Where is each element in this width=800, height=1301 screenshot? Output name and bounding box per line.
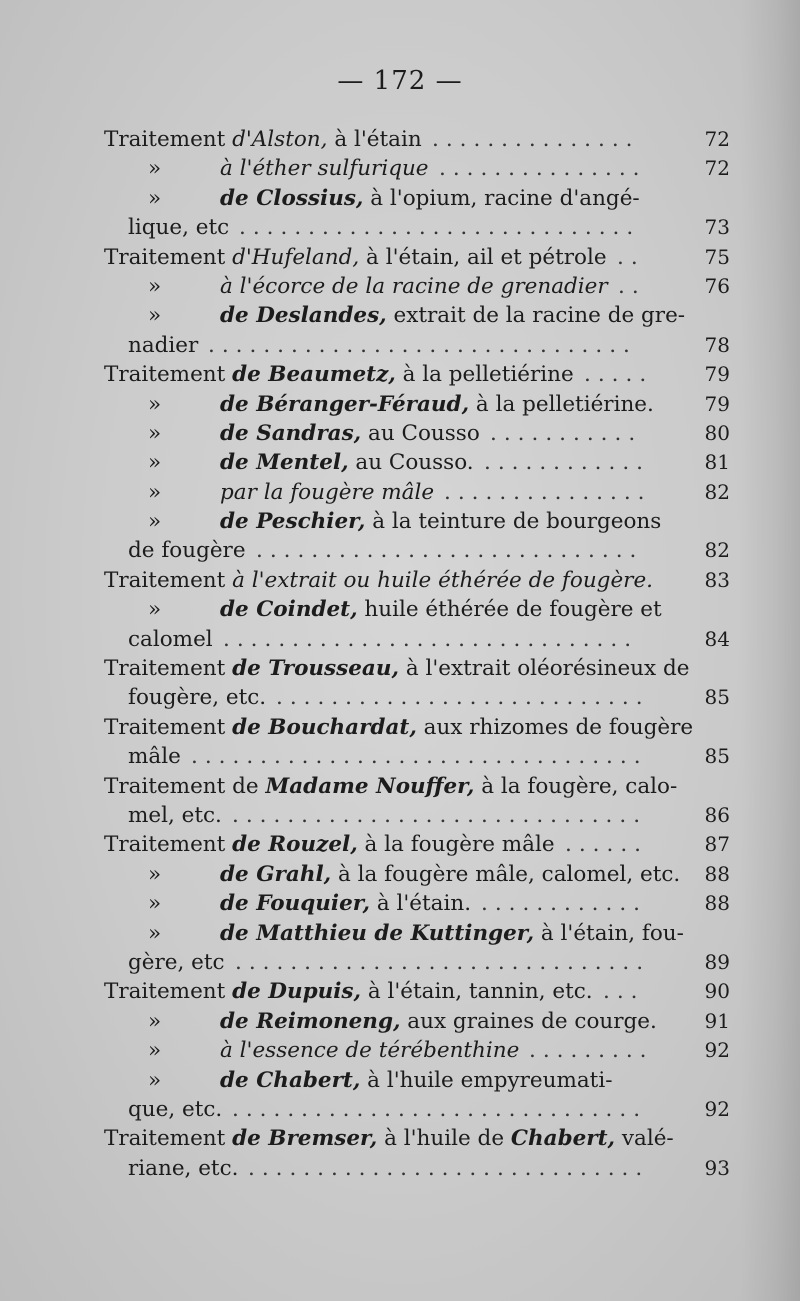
page-reference: 92	[704, 1038, 730, 1063]
entry-continuation: fougère, etc.	[128, 685, 267, 711]
ditto-mark: »	[148, 509, 162, 535]
toc-line	[0, 801, 800, 830]
dot-leader: .............................	[239, 215, 641, 241]
author-name: à l'écorce de la racine de grenadier	[220, 273, 608, 299]
entry-lead: Traitement	[104, 714, 233, 740]
author-name: d'Hufeland,	[232, 244, 360, 270]
entry-description: à la pelletiérine.	[469, 391, 654, 417]
author-name: à l'essence de térébenthine	[220, 1038, 520, 1064]
toc-line	[0, 448, 800, 477]
entry-description: extrait de la racine de gre-	[386, 303, 686, 329]
author-name: de Chabert,	[220, 1067, 361, 1093]
toc-line	[0, 243, 800, 272]
entry-lead: Traitement	[104, 127, 233, 152]
author-name: de Dupuis,	[232, 979, 362, 1005]
toc-line	[0, 830, 800, 859]
author-name: Chabert,	[510, 1126, 616, 1152]
toc-line	[0, 1095, 800, 1124]
author-name: de Sandras,	[220, 420, 362, 446]
toc-entry-text	[104, 125, 422, 154]
dot-leader: ...............	[439, 156, 647, 182]
author-name: de Deslandes,	[220, 303, 387, 329]
page-reference: 90	[704, 979, 730, 1004]
toc-entry-text	[128, 1154, 238, 1183]
ditto-mark: »	[148, 861, 162, 887]
toc-line	[0, 977, 800, 1006]
toc-line	[0, 536, 800, 565]
toc-entry-text	[220, 1007, 657, 1036]
ditto-mark: »	[148, 420, 162, 446]
toc-entry-text	[104, 977, 593, 1006]
toc-line	[0, 1036, 800, 1065]
entry-description: huile éthérée de fougère et	[357, 597, 662, 623]
page-reference: 72	[704, 156, 730, 181]
dot-leader: ...............	[444, 479, 652, 505]
author-name: de Rouzel,	[232, 832, 358, 858]
ditto-mark: »	[148, 450, 162, 476]
page-reference: 86	[704, 802, 730, 827]
entry-lead: Traitement	[104, 656, 233, 682]
toc-line	[0, 1154, 800, 1183]
entry-description: à l'étain.	[370, 891, 472, 917]
toc-entry-text	[220, 184, 640, 213]
page-number: — 172 —	[337, 66, 463, 96]
toc-line	[0, 507, 800, 536]
author-name: de Fouquier,	[220, 891, 371, 917]
toc-entry-text	[104, 243, 607, 272]
author-name: de Clossius,	[220, 185, 364, 211]
toc-line	[0, 1124, 800, 1153]
toc-entry-text	[220, 448, 474, 477]
page-reference: 79	[704, 362, 730, 387]
page-reference: 92	[704, 1096, 730, 1121]
entry-continuation: que, etc.	[128, 1096, 223, 1122]
page-reference: 76	[704, 273, 730, 298]
toc-entry-text	[220, 154, 429, 183]
entry-description: à l'étain, tannin, etc.	[361, 979, 593, 1005]
toc-line	[0, 625, 800, 654]
entry-description: à la teinture de bourgeons	[365, 509, 662, 535]
dot-leader: ............	[481, 891, 648, 917]
entry-lead: Traitement de	[104, 773, 266, 799]
author-name: de Matthieu de Kuttinger,	[220, 920, 535, 946]
entry-description: aux graines de courge.	[400, 1008, 657, 1034]
toc-line	[0, 948, 800, 977]
page-reference: 82	[704, 479, 730, 504]
toc-line	[0, 154, 800, 183]
toc-line	[0, 742, 800, 771]
page-reference: 81	[704, 450, 730, 475]
entry-description: à l'huile de	[377, 1126, 511, 1152]
page-reference: 73	[704, 215, 730, 240]
dot-leader: ...............................	[208, 332, 637, 358]
author-name: Madame Nouffer,	[265, 773, 475, 799]
toc-line	[0, 301, 800, 330]
ditto-mark: »	[148, 273, 162, 299]
toc-entry-text	[128, 683, 266, 712]
page-reference: 80	[704, 420, 730, 445]
dot-leader: ......	[565, 832, 649, 858]
toc-entry-text	[104, 772, 677, 801]
entry-continuation: mel, etc.	[128, 802, 222, 828]
toc-entry-text	[128, 331, 198, 360]
page-reference: 83	[704, 567, 730, 592]
toc-entry-text	[128, 213, 229, 242]
toc-entry-text	[128, 1095, 222, 1124]
dot-leader: .............................	[248, 1155, 650, 1181]
toc-entry-text	[220, 390, 654, 419]
toc-line	[0, 419, 800, 448]
toc-entry-text	[220, 507, 661, 536]
entry-description: à la pelletiérine	[395, 362, 574, 388]
toc-entry-text	[220, 272, 608, 301]
entry-description: à l'étain, ail et pétrole	[359, 244, 607, 270]
page-reference: 88	[704, 861, 730, 886]
entry-description: aux rhizomes de fougère	[416, 714, 694, 740]
page-reference: 79	[704, 391, 730, 416]
entry-lead: Traitement	[104, 567, 233, 593]
entry-lead: Traitement	[104, 244, 233, 270]
toc-entry-text	[128, 742, 181, 771]
author-name: de Reimoneng,	[220, 1008, 401, 1034]
toc-entry-text	[104, 1124, 674, 1153]
entry-lead: Traitement	[104, 1126, 233, 1152]
toc-entry-text	[104, 566, 653, 595]
ditto-mark: »	[148, 391, 162, 417]
dot-leader: ..............................	[232, 1096, 648, 1122]
entry-description: à la fougère, calo-	[474, 773, 678, 799]
toc-entry-text	[104, 713, 693, 742]
entry-description: au Cousso.	[348, 450, 474, 476]
page-reference: 89	[704, 949, 730, 974]
toc-line	[0, 1066, 800, 1095]
page-reference: 82	[704, 538, 730, 563]
ditto-mark: »	[148, 479, 162, 505]
page-reference: 87	[704, 832, 730, 857]
toc-entry-text	[220, 860, 680, 889]
page-reference: 88	[704, 891, 730, 916]
ditto-mark: »	[148, 920, 162, 946]
dot-leader: ...........	[490, 420, 643, 446]
toc-entry-text	[220, 1036, 519, 1065]
entry-continuation: nadier	[128, 332, 199, 358]
ditto-mark: »	[148, 303, 162, 329]
entry-description: à l'huile empyreumati-	[360, 1067, 613, 1093]
toc-entry-text	[104, 360, 574, 389]
entry-description: valé-	[615, 1126, 674, 1152]
ditto-mark: »	[148, 597, 162, 623]
toc-entry-text	[220, 419, 480, 448]
toc-entry-text	[220, 1066, 612, 1095]
author-name: de Béranger-Féraud,	[220, 391, 470, 417]
entry-description: à la fougère mâle, calomel, etc.	[331, 861, 681, 887]
toc-line	[0, 478, 800, 507]
toc-entry-text	[128, 948, 225, 977]
dot-leader: ...............	[432, 127, 640, 152]
author-name: d'Alston,	[232, 127, 328, 152]
toc-line	[0, 331, 800, 360]
toc-entry-text	[220, 919, 684, 948]
author-name: de Coindet,	[220, 597, 358, 623]
author-name: de Grahl,	[220, 861, 332, 887]
toc-entry-text	[220, 478, 434, 507]
dot-leader: ............	[484, 450, 651, 476]
toc-entry-text	[128, 536, 246, 565]
toc-line	[0, 1007, 800, 1036]
author-name: à l'extrait ou huile éthérée de fougère.	[232, 567, 653, 593]
entry-description: au Cousso	[361, 420, 480, 446]
author-name: à l'éther sulfurique	[220, 156, 429, 182]
author-name: de Trousseau,	[232, 656, 399, 682]
entry-lead: Traitement	[104, 832, 233, 858]
entry-description: à l'opium, racine d'angé-	[363, 185, 640, 211]
ditto-mark: »	[148, 156, 162, 182]
page-reference: 93	[704, 1155, 730, 1180]
toc-entry-text	[220, 301, 685, 330]
dot-leader: ...	[603, 979, 645, 1005]
entry-description: à l'étain	[327, 127, 422, 152]
dot-leader: ..............................	[223, 626, 639, 652]
author-name: de Mentel,	[220, 450, 349, 476]
toc-line	[0, 772, 800, 801]
toc-line	[0, 919, 800, 948]
entry-lead: Traitement	[104, 362, 233, 388]
author-name: de Beaumetz,	[232, 362, 396, 388]
toc-line	[0, 889, 800, 918]
toc-line	[0, 184, 800, 213]
dot-leader: .................................	[191, 744, 648, 770]
toc-line	[0, 595, 800, 624]
dot-leader: ...........................	[276, 685, 650, 711]
toc-entry-text	[220, 889, 471, 918]
page-reference: 78	[704, 332, 730, 357]
ditto-mark: »	[148, 1067, 162, 1093]
entry-description: à la fougère mâle	[357, 832, 555, 858]
toc-entry-text	[128, 625, 213, 654]
entry-continuation: calomel	[128, 626, 213, 652]
toc-line	[0, 566, 800, 595]
toc-line	[0, 360, 800, 389]
ditto-mark: »	[148, 891, 162, 917]
dot-leader: ..............................	[235, 949, 651, 975]
toc-entry-text	[104, 654, 689, 683]
dot-leader: ..............................	[232, 802, 648, 828]
author-name: de Bremser,	[232, 1126, 378, 1152]
page-reference: 72	[704, 127, 730, 151]
toc-line	[0, 713, 800, 742]
page-reference: 85	[704, 744, 730, 769]
dot-leader: ............................	[256, 538, 644, 564]
dot-leader: ..	[618, 273, 646, 299]
toc-line	[0, 272, 800, 301]
toc-line	[0, 860, 800, 889]
entry-continuation: lique, etc	[128, 215, 230, 241]
toc-line	[0, 390, 800, 419]
entry-lead: Traitement	[104, 979, 233, 1005]
table-of-contents	[0, 125, 800, 1183]
toc-entry-text	[220, 595, 662, 624]
toc-entry-text	[128, 801, 222, 830]
dot-leader: .........	[529, 1038, 654, 1064]
entry-continuation: de fougère	[128, 538, 246, 564]
toc-line	[0, 125, 800, 154]
toc-entry-text	[104, 830, 555, 859]
dot-leader: ..	[617, 244, 645, 270]
author-name: de Peschier,	[220, 509, 366, 535]
entry-description: à l'étain, fou-	[534, 920, 684, 946]
page-reference: 91	[704, 1008, 730, 1033]
page-reference: 84	[704, 626, 730, 651]
page-reference: 85	[704, 685, 730, 710]
entry-continuation: riane, etc.	[128, 1155, 239, 1181]
toc-line	[0, 683, 800, 712]
ditto-mark: »	[148, 1038, 162, 1064]
entry-continuation: mâle	[128, 744, 181, 770]
ditto-mark: »	[148, 1008, 162, 1034]
author-name: par la fougère mâle	[220, 479, 435, 505]
toc-line	[0, 213, 800, 242]
author-name: de Bouchardat,	[232, 714, 417, 740]
dot-leader: .....	[584, 362, 654, 388]
page-reference: 75	[704, 244, 730, 269]
entry-description: à l'extrait oléorésineux de	[398, 656, 690, 682]
toc-line	[0, 654, 800, 683]
entry-continuation: gère, etc	[128, 949, 225, 975]
ditto-mark: »	[148, 185, 162, 211]
